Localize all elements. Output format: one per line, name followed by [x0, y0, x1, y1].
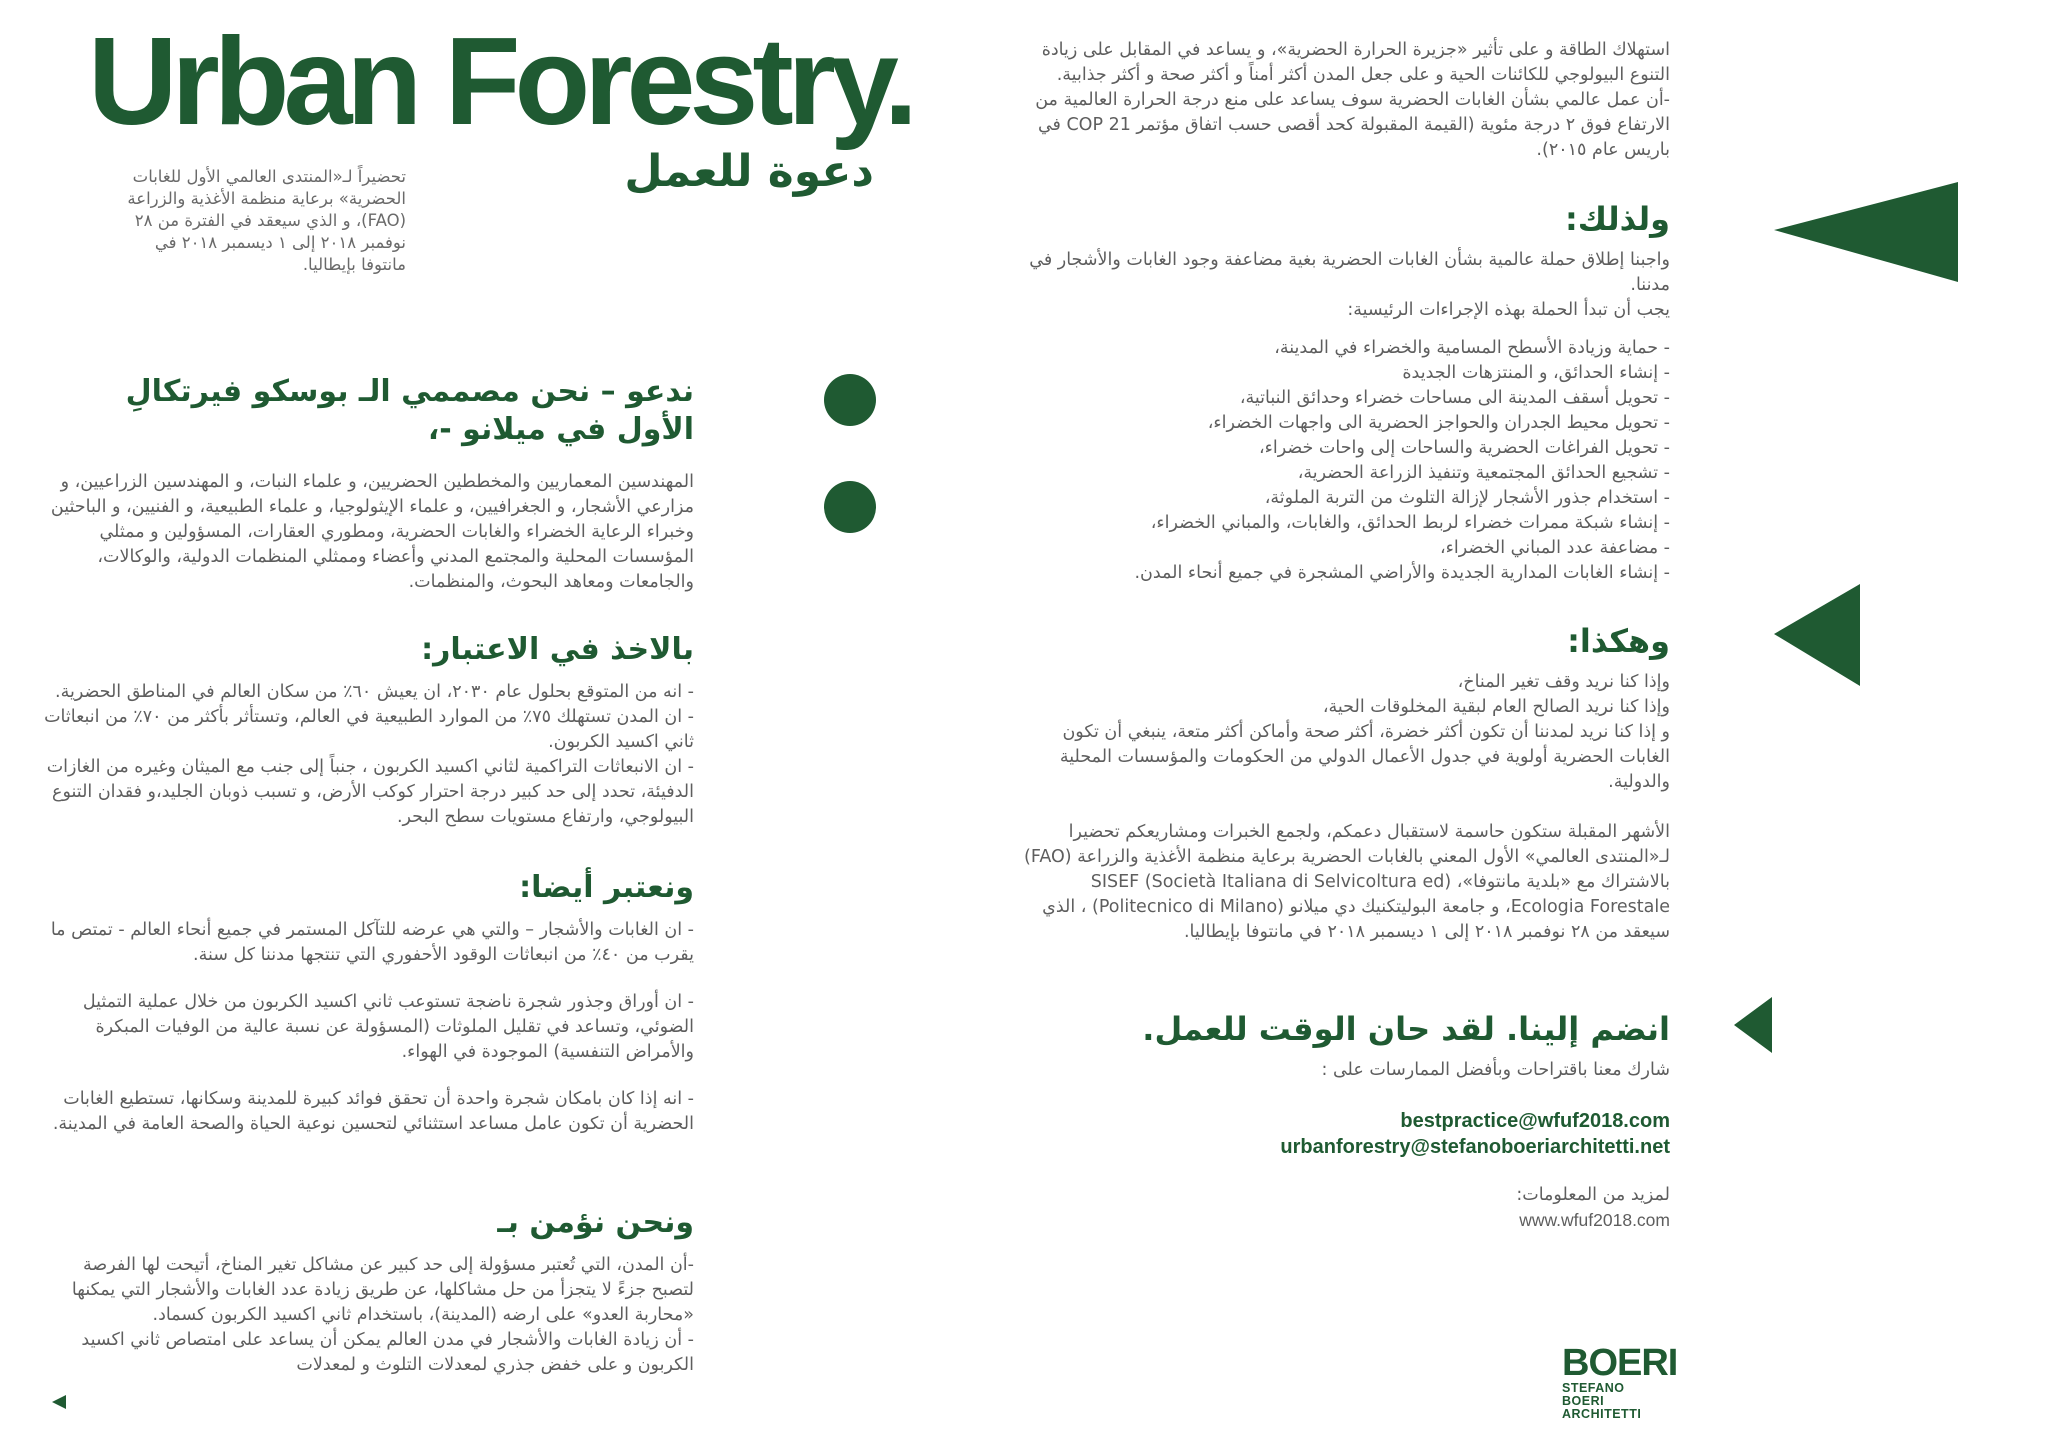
also-item: - ان الغابات والأشجار – والتي هي عرضه للتآكل المستمر في جميع أنحاء العالم - تمتص ما يقرب من ٤٠٪ من انبعاثات الوقود الأحفوري التي تنتجها مدننا كل سنة.	[50, 920, 694, 965]
therefore-text: يجب أن تبدأ الحملة بهذه الإجراءات الرئيسية:	[1347, 300, 1670, 320]
call-heading: ندعو – نحن مصممي الـ بوسكو فيرتكالِ الأول في ميلانو -،	[125, 374, 694, 447]
email-link-urbanforestry[interactable]: urbanforestry@stefanoboeriarchitetti.net	[1280, 1136, 1670, 1158]
action-item: - إنشاء الحدائق، و المنتزهات الجديدة	[1402, 363, 1670, 383]
email-link-bestpractice[interactable]: bestpractice@wfuf2018.com	[1400, 1110, 1670, 1132]
consider-item: - ان الانبعاثات التراكمية لثاني اكسيد الكربون ، جنباً إلى جنب مع الميثان وغيره من الغازات الدفيئة، تحدد إلى حد كبير درجة احترار كوكب الأرض، و تسبب ذوبان الجليد،و فقدان التنوع البيولوجي، وارتفاع مستويات سطح البحر.	[46, 757, 694, 827]
join-heading: انضم إلينا. لقد حان الوقت للعمل.	[1142, 1010, 1670, 1048]
months-paragraph: الأشهر المقبلة ستكون حاسمة لاستقبال دعمكم، ولجمع الخبرات ومشاريعكم تحضيرا لـ«المنتدى العالمي» الأول المعني بالغابات الحضرية برعاية منظمة الأغذية والزراعة (FAO) بالاشتراك مع «بلدية مانتوفا»، (SISEF (Società Italiana di Selvicoltura ed Ecologia Forestale، و جامعة البوليتكنيك دي ميلانو (Politecnico di Milano) ، الذي سيعقد من ٢٨ نوفمبر ٢٠١٨ إلى ١ ديسمبر ٢٠١٨ في مانتوفا بإيطاليا.	[1024, 822, 1670, 942]
green-dot-1	[820, 370, 880, 430]
logo-line: STEFANO	[1562, 1381, 1625, 1395]
small-arrow-icon	[50, 1392, 70, 1412]
also-item: - انه إذا كان بامكان شجرة واحدة أن تحقق فوائد كبيرة للمدينة وسكانها، تستطيع الغابات الحضرية أن تكون عامل مساعد استثنائي لتحسين نوعية الحياة والصحة العامة في المدينة.	[52, 1089, 694, 1134]
action-item: - تحويل الفراغات الحضرية والساحات إلى واحات خضراء،	[1258, 438, 1670, 458]
action-item: - استخدام جذور الأشجار لإزالة التلوث من التربة الملوثة،	[1264, 488, 1670, 508]
intro-note: تحضيراً لـ«المنتدى العالمي الأول للغابات الحضرية» برعاية منظمة الأغذية والزراعة (FAO)، و الذي سيعقد في الفترة من ٢٨ نوفمبر ٢٠١٨ إلى ١ ديسمبر ٢٠١٨ في مانتوفا بإيطاليا.	[127, 167, 406, 274]
top-paragraph: استهلاك الطاقة و على تأثير «جزيرة الحرارة الحضرية»، و يساعد في المقابل على زيادة التنوع البيولوجي للكائنات الحية و على جعل المدن أكثر أمناً و أكثر صحة و أكثر جذابية.	[1041, 40, 1670, 85]
action-item: - تحويل أسقف المدينة الى مساحات خضراء وحدائق النباتية،	[1239, 388, 1670, 408]
consider-item: - انه من المتوقع بحلول عام ٢٠٣٠، ان يعيش ٦٠٪ من سكان العالم في المناطق الحضرية.	[55, 682, 694, 702]
action-item: - إنشاء الغابات المدارية الجديدة والأراضي المشجرة في جميع أنحاء المدن.	[1134, 563, 1670, 583]
action-item: - مضاعفة عدد المباني الخضراء،	[1440, 538, 1670, 558]
action-item: - تشجيع الحدائق المجتمعية وتنفيذ الزراعة الحضرية،	[1297, 463, 1670, 483]
believe-item: -أن المدن، التي تُعتبر مسؤولة إلى حد كبير عن مشاكل تغير المناخ، أتيحت لها الفرصة لتصبح جزءً لا يتجزأ من حل مشاكلها، عن طريق زيادة عدد الغابات والأشجار التي يمكنها «محاربة العدو» على ارضه (المدينة)، باستخدام ثاني اكسيد الكربون كسماد.	[71, 1255, 694, 1325]
thus-line: و إذا كنا نريد لمدننا أن تكون أكثر خضرة، أكثر صحة وأماكن أكثر متعة، ينبغي أن تكون الغابات الحضرية أولوية في جدول الأعمال الدولي من الحكومات والمؤسسات المحلية والدولية.	[1059, 722, 1670, 792]
website-link[interactable]: www.wfuf2018.com	[1519, 1210, 1670, 1230]
triangle-arrow-2	[1772, 582, 1864, 688]
document-subtitle: دعوة للعمل	[624, 146, 874, 197]
consider-item: - ان المدن تستهلك ٧٥٪ من الموارد الطبيعية في العالم، وتستأثر بأكثر من ٧٠٪ من انبعاثات ثاني اكسيد الكربون.	[44, 707, 694, 752]
thus-heading: وهكذا:	[1567, 622, 1670, 660]
also-item: - ان أوراق وجذور شجرة ناضجة تستوعب ثاني اكسيد الكربون من خلال عملية التمثيل الضوئي، وتساعد في تقليل الملوثات (المسؤولة عن نسبة عالية من الوفيات المبكرة والأمراض التنفسية) الموجودة في الهواء.	[82, 992, 694, 1062]
believe-item: - أن زيادة الغابات والأشجار في مدن العالم يمكن أن يساعد على امتصاص ثاني اكسيد الكربون و على خفض جذري لمعدلات التلوث و لمعدلات	[81, 1330, 694, 1375]
green-dot-2	[820, 477, 880, 537]
therefore-heading: ولذلك:	[1565, 200, 1670, 238]
triangle-arrow-3	[1732, 995, 1776, 1057]
thus-line: وإذا كنا نريد وقف تغير المناخ،	[1457, 672, 1670, 692]
believe-heading: ونحن نؤمن بـ	[497, 1205, 694, 1240]
logo-mark: BOERI	[1562, 1342, 1678, 1384]
thus-line: وإذا كنا نريد الصالح العام لبقية المخلوقات الحية،	[1322, 697, 1670, 717]
more-info-label: لمزيد من المعلومات:	[1516, 1185, 1670, 1205]
triangle-arrow-1	[1772, 178, 1962, 288]
call-text: المهندسين المعماريين والمخططين الحضريين، و علماء النبات، و المهندسين الزراعيين، و مزارعي الأشجار، و الجغرافيين، و علماء الإيثولوجيا، و علماء الطبيعية، و الفنيين، و الباحثين وخبراء الرعاية الخضراء والغابات الحضرية، ومطوري العقارات، المسؤولين و ممثلي المؤسسات المحلية والمجتمع المدني وأعضاء وممثلي المنظمات الدولية، والوكالات، والجامعات ومعاهد البحوث، والمنظمات.	[50, 472, 694, 592]
consider-heading: بالاخذ في الاعتبار:	[421, 632, 694, 667]
top-paragraph: -أن عمل عالمي بشأن الغابات الحضرية سوف يساعد على منع درجة الحرارة العالمية من الارتفاع فوق ٢ درجة مئوية (القيمة المقبولة كحد أقصى حسب اتفاق مؤتمر COP 21 في باريس عام ٢٠١٥).	[1035, 90, 1670, 160]
logo-line: ARCHITETTI	[1562, 1407, 1642, 1421]
action-item: - إنشاء شبكة ممرات خضراء لربط الحدائق، والغابات، والمباني الخضراء،	[1150, 513, 1670, 533]
document-title: Urban Forestry.	[88, 13, 913, 151]
join-text: شارك معنا باقتراحات وبأفضل الممارسات على :	[1321, 1060, 1670, 1080]
boeri-logo	[1562, 1344, 1682, 1421]
action-item: - حماية وزيادة الأسطح المسامية والخضراء في المدينة،	[1274, 338, 1670, 358]
therefore-text: واجبنا إطلاق حملة عالمية بشأن الغابات الحضرية بغية مضاعفة وجود الغابات والأشجار في مدننا.	[1029, 250, 1670, 295]
also-heading: ونعتبر أيضا:	[519, 870, 694, 905]
logo-line: BOERI	[1562, 1394, 1605, 1408]
action-item: - تحويل محيط الجدران والحواجز الحضرية الى واجهات الخضراء،	[1207, 413, 1670, 433]
